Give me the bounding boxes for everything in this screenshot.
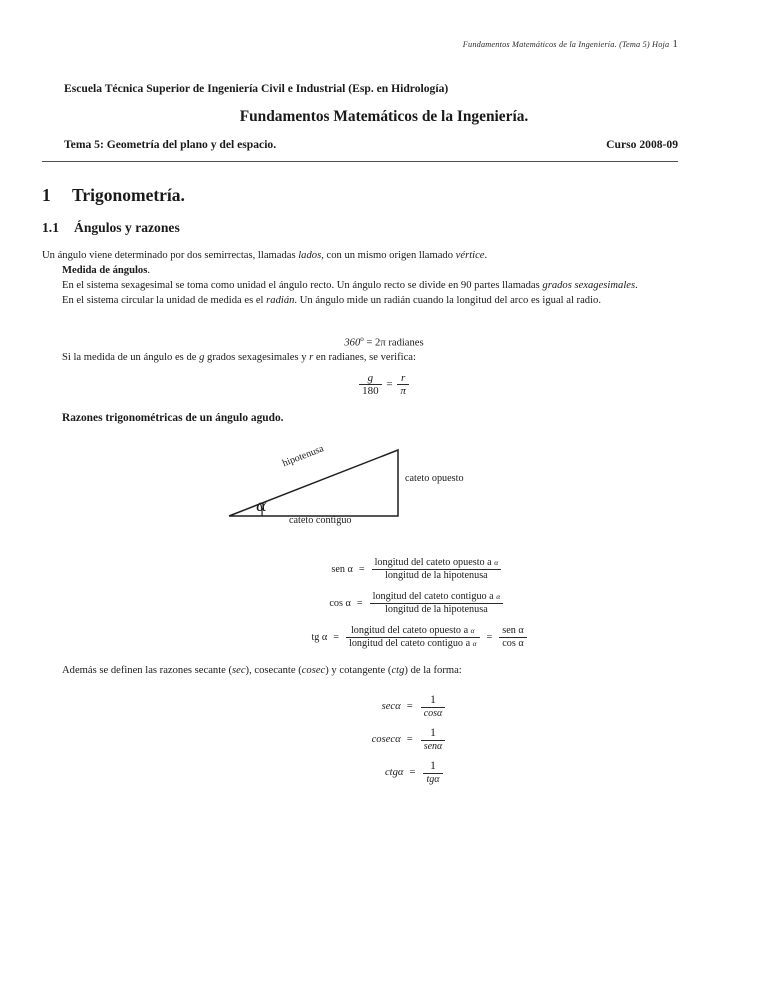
p4-part-a: En el sistema circular la unidad de medida es el: [62, 295, 267, 307]
eq-tg-lhs: tg α: [311, 631, 328, 643]
fraction-ctg: [423, 760, 442, 785]
term-cosec: cosec: [301, 665, 326, 676]
p1-part-b: , con un mismo origen llamado: [321, 250, 456, 261]
label-hipotenusa: hipotenusa: [281, 443, 326, 470]
p3-part-a: En el sistema sexagesimal se toma como unidad el ángulo recto. Un ángulo recto se divide en 90 partes llamadas: [62, 280, 543, 292]
eq-tg-equals: =: [333, 631, 339, 643]
numerator-text: longitud del cateto opuesto a: [374, 557, 492, 569]
eq-cosec-lhs: cosecα: [371, 734, 401, 745]
fraction-sen: [372, 557, 502, 581]
denominator-text: longitud del cateto contiguo a: [349, 637, 471, 649]
p1-part-c: .: [484, 250, 488, 261]
eq-degrees-rhs: 2π radianes: [375, 337, 424, 349]
paragraph-radian: [42, 293, 676, 308]
section-title: Trigonometría.: [72, 185, 185, 205]
trig-ratio-equations: [0, 552, 768, 654]
eq-sec-equals: =: [406, 701, 413, 712]
term-radian: radián: [266, 295, 295, 307]
eq-sen-lhs: sen α: [331, 563, 353, 575]
header-rule: [42, 161, 678, 162]
eq-degrees-value: 360: [344, 337, 361, 349]
equation-sec: [0, 690, 768, 723]
paragraph-ademas: [62, 665, 462, 676]
fraction-denominator: senα: [421, 740, 446, 752]
term-sec: sec: [232, 665, 246, 676]
eq-cosec-equals: =: [406, 734, 413, 745]
eq-sec-lhs: secα: [381, 701, 401, 712]
numerator-alpha: α: [496, 592, 501, 602]
body-text-block: [42, 248, 676, 308]
fraction-g-over-180: [359, 372, 382, 398]
term-ctg: ctg: [391, 665, 405, 676]
term-vertice: vértice: [455, 250, 485, 261]
numerator-text: longitud del cateto contiguo a: [372, 591, 494, 603]
denominator-alpha: α: [472, 638, 477, 648]
reciprocal-equations: [0, 690, 768, 789]
degree-symbol: o: [360, 335, 364, 343]
fraction-denominator: longitud de la hipotenusa: [372, 569, 502, 581]
eq-cos-lhs: cos α: [329, 597, 351, 609]
fraction-denominator: π: [397, 384, 409, 397]
fraction-tg: [346, 625, 480, 649]
p1-part-a: Un ángulo viene determinado por dos semirrectas, llamadas: [42, 250, 299, 261]
ademas-part-c: ) y cotangente (: [325, 665, 392, 676]
term-grados-sexagesimales: grados sexagesimales: [542, 280, 636, 292]
label-angle-alpha: α: [256, 496, 267, 515]
equation-ctg: [0, 756, 768, 789]
fraction-numerator: g: [367, 372, 374, 384]
label-cateto-contiguo: cateto contiguo: [289, 515, 352, 526]
running-head: [463, 38, 678, 50]
subsection-heading: [42, 220, 180, 236]
running-head-text: Fundamentos Matemáticos de la Ingeniería. (Tema 5) Hoja: [462, 40, 670, 49]
eq-ctg-equals: =: [409, 767, 416, 778]
fraction-numerator: [372, 557, 502, 568]
equation-cos: [0, 586, 768, 620]
label-cateto-opuesto: cateto opuesto: [405, 473, 464, 484]
equation-tg: [0, 620, 768, 654]
equation-cosec: [0, 723, 768, 756]
triangle-svg: [210, 434, 510, 536]
eq-conversion-equals: =: [386, 378, 393, 391]
fraction-numerator: sen α: [502, 625, 524, 637]
p5-part-c: en radianes, se verifica:: [313, 352, 416, 363]
subsection-number: 1.1: [42, 220, 59, 235]
equation-degree-radian-conversion: [0, 372, 768, 398]
equation-sen: [0, 552, 768, 586]
section-number: 1: [42, 185, 51, 205]
heading-razones-trigonometricas: Razones trigonométricas de un ángulo agudo.: [62, 412, 284, 424]
fraction-denominator: cosα: [421, 707, 446, 719]
paragraph-conversion-lead: [42, 350, 676, 365]
topic-label: Tema 5: Geometría del plano y del espacio.: [64, 138, 277, 151]
triangle-outline: [229, 450, 398, 516]
ademas-part-a: Además se definen las razones secante (: [62, 665, 233, 676]
fraction-numerator: [370, 591, 504, 602]
numerator-alpha: α: [494, 558, 499, 568]
equation-degrees-to-radians: [0, 335, 768, 349]
fraction-denominator: longitud de la hipotenusa: [370, 603, 504, 615]
fraction-cos: [370, 591, 504, 615]
p5-part-a: Si la medida de un ángulo es de: [62, 352, 200, 363]
eq-ctg-lhs: ctgα: [384, 767, 404, 778]
term-lados: lados: [298, 250, 322, 261]
course-title: Fundamentos Matemáticos de la Ingeniería.: [239, 108, 529, 125]
p2-tail: .: [147, 265, 151, 277]
inline-heading-medida: Medida de ángulos: [62, 265, 148, 277]
paragraph-medida-heading: [42, 263, 676, 278]
var-g: g: [199, 352, 205, 363]
paragraph-definition: [42, 248, 676, 263]
fraction-numerator: 1: [430, 693, 436, 706]
eq-cos-equals: =: [356, 597, 363, 609]
eq-degrees-equals: =: [366, 337, 373, 349]
section-heading: [42, 185, 185, 206]
fraction-sen-over-cos: [499, 625, 526, 649]
fraction-numerator: [346, 625, 480, 636]
institution-line: Escuela Técnica Superior de Ingeniería Civil e Industrial (Esp. en Hidrología): [64, 82, 449, 95]
right-triangle-figure: [210, 434, 510, 536]
ademas-part-b: ), cosecante (: [245, 665, 302, 676]
fraction-denominator: 180: [359, 384, 382, 397]
topic-line: [64, 138, 678, 151]
eq-tg-equals-2: =: [486, 631, 493, 643]
fraction-numerator: 1: [430, 759, 436, 772]
fraction-numerator: 1: [430, 726, 436, 739]
var-r: r: [309, 352, 314, 363]
numerator-alpha: α: [470, 626, 475, 636]
p5-part-b: grados sexagesimales y: [204, 352, 310, 363]
fraction-denominator: tgα: [423, 773, 442, 785]
paragraph-sexagesimal: [42, 278, 676, 293]
numerator-text: longitud del cateto opuesto a: [350, 625, 469, 637]
fraction-denominator: [346, 637, 480, 649]
subsection-title: Ángulos y razones: [74, 220, 180, 235]
p3-part-b: .: [635, 280, 638, 292]
academic-year: Curso 2008-09: [606, 138, 678, 151]
fraction-denominator: cos α: [499, 637, 526, 649]
fraction-numerator: r: [400, 372, 406, 384]
ademas-part-d: ) de la forma:: [404, 665, 462, 676]
fraction-cosec: [421, 727, 446, 752]
fraction-sec: [421, 694, 446, 719]
p4-part-b: . Un ángulo mide un radián cuando la longitud del arco es igual al radio.: [294, 295, 601, 307]
eq-sen-equals: =: [358, 563, 365, 575]
page-number: 1: [672, 38, 678, 50]
fraction-r-over-pi: [397, 372, 409, 398]
